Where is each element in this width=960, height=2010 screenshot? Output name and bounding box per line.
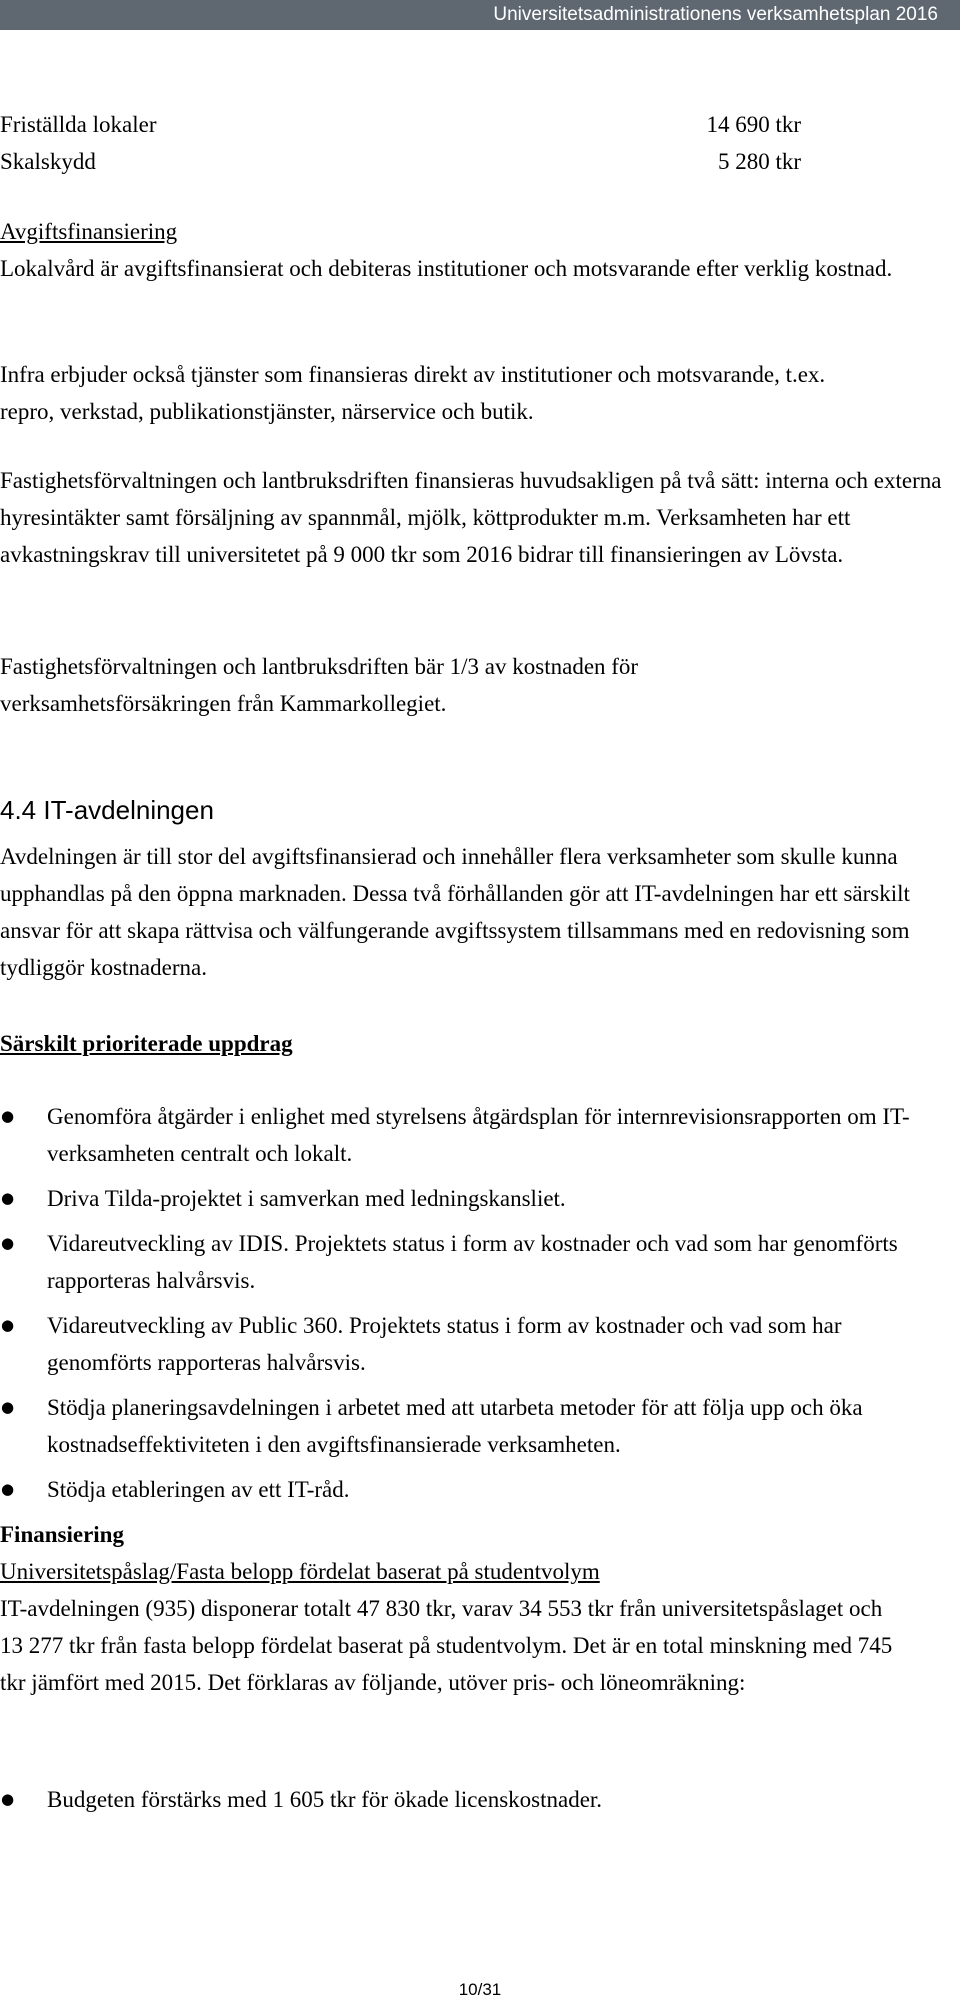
list-item — [0, 1389, 947, 1463]
document-title: Universitetsadministrationens verksamhetsplan 2016 — [493, 4, 938, 25]
avgift-paragraph-3: Fastighetsförvaltningen och lantbruksdriften finansieras huvudsakligen på två sätt: interna och externa hyresintäkter samt försäljning av spannmål, mjölk, köttprodukter m.m. Verksamheten har ett avkastningskrav till universitetet på 9 000 tkr som 2016 bidrar till finansieringen av Lövsta. — [0, 468, 942, 567]
avgift-paragraph-4: Fastighetsförvaltningen och lantbruksdriften bär 1/3 av kostnaden för verksamhetsförsäkringen från Kammarkollegiet. — [0, 654, 639, 716]
list-item — [0, 1471, 947, 1508]
list-item — [0, 1180, 947, 1217]
it-intro-paragraph: Avdelningen är till stor del avgiftsfinansierad och innehåller flera verksamheter som skulle kunna upphandlas på den öppna marknaden. Dessa två förhållanden gör att IT-avdelningen har ett särskilt ansvar för att skapa rättvisa och välfungerande avgiftssystem tillsammans med en redovisning som tydliggör kostnaderna. — [0, 844, 910, 980]
finance-paragraph: IT-avdelningen (935) disponerar totalt 47 830 tkr, varav 34 553 tkr från universitetspåslaget och 13 277 tkr från fasta belopp fördelat baserat på studentvolym. Det är en total minskning med 745 tkr jämfört med 2015. Det förklaras av följande, utöver pris- och löneomräkning: — [0, 1596, 893, 1695]
finance-subheading: Universitetspåslag/Fasta belopp fördelat baserat på studentvolym — [0, 1559, 600, 1584]
page-number: 10/31 — [458, 1980, 502, 1999]
amount-row — [0, 106, 960, 143]
section-heading: 4.4 IT-avdelningen — [0, 795, 214, 825]
amount-list — [0, 106, 960, 180]
list-item — [0, 1781, 947, 1818]
list-item-text: Vidareutveckling av IDIS. Projektets status i form av kostnader och vad som har genomförts rapporteras halvårsvis. — [47, 1231, 898, 1293]
avgift-paragraph-2: Infra erbjuder också tjänster som finansieras direkt av institutioner och motsvarande, t.ex. repro, verkstad, publikationstjänster, närservice och butik. — [0, 362, 826, 424]
priority-heading: Särskilt prioriterade uppdrag — [0, 1031, 293, 1056]
avgift-heading: Avgiftsfinansiering — [0, 219, 178, 244]
list-item-text: Driva Tilda-projektet i samverkan med ledningskansliet. — [47, 1186, 566, 1211]
list-item — [0, 1225, 947, 1299]
amount-value: 5 280 tkr — [717, 149, 801, 174]
avgift-paragraph-1: Lokalvård är avgiftsfinansierat och debiteras institutioner och motsvarande efter verklig kostnad. — [0, 256, 893, 281]
finance-list — [0, 1781, 947, 1826]
amount-value: 14 690 tkr — [706, 112, 801, 137]
list-item-text: Budgeten förstärks med 1 605 tkr för ökade licenskostnader. — [47, 1787, 603, 1812]
list-item-text: Genomföra åtgärder i enlighet med styrelsens åtgärdsplan för internrevisionsrapporten om IT-verksamheten centralt och lokalt. — [47, 1104, 910, 1166]
amount-label: Friställda lokaler — [0, 112, 157, 137]
page-header — [0, 0, 960, 30]
list-item — [0, 1307, 947, 1381]
amount-row — [0, 143, 960, 180]
list-item-text: Vidareutveckling av Public 360. Projektets status i form av kostnader och vad som har genomförts rapporteras halvårsvis. — [47, 1313, 842, 1375]
finance-heading: Finansiering — [0, 1522, 124, 1547]
list-item-text: Stödja planeringsavdelningen i arbetet med att utarbeta metoder för att följa upp och öka kostnadseffektiviteten i den avgiftsfinansierade verksamheten. — [47, 1395, 863, 1457]
list-item — [0, 1098, 947, 1172]
amount-label: Skalskydd — [0, 149, 96, 174]
priority-list — [0, 1098, 947, 1516]
list-item-text: Stödja etableringen av ett IT-råd. — [47, 1477, 350, 1502]
